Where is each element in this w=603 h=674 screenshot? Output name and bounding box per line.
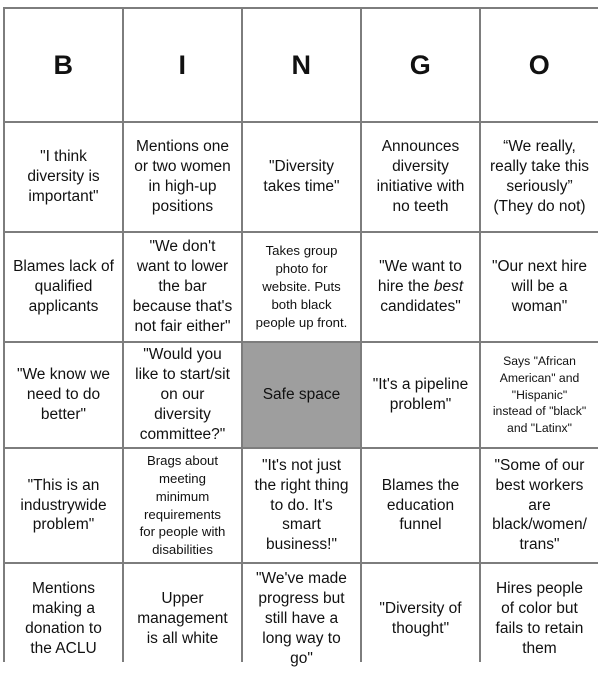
bingo-cell-r2-b[interactable] bbox=[5, 233, 122, 341]
bingo-cell-r1-g[interactable] bbox=[362, 123, 479, 231]
bingo-cell-text: "Some of our best workers are black/women/ trans" bbox=[492, 456, 587, 554]
bingo-cell-r1-o[interactable] bbox=[481, 123, 598, 231]
bingo-cell-text: "Diversity takes time" bbox=[263, 158, 340, 195]
bingo-cell-text: "Our next hire will be a woman" bbox=[491, 258, 588, 315]
bingo-cell-text: “We really, really take this seriously” (They do not) bbox=[489, 138, 590, 215]
bingo-cell-text: Blames the education funnel bbox=[381, 476, 460, 534]
bingo-cell-r1-b[interactable] bbox=[5, 123, 122, 231]
bingo-cell-text: Mentions making a donation to the ACLU bbox=[25, 580, 102, 657]
bingo-cell-text: Upper management is all white bbox=[137, 590, 228, 647]
bingo-cell-text: "Would you like to start/sit on our diversity committee?" bbox=[135, 346, 230, 443]
bingo-cell-text: Takes group photo for website. Puts both black people up front. bbox=[255, 243, 348, 330]
bingo-cell-r4-g[interactable] bbox=[362, 449, 479, 562]
bingo-cell-r2-o[interactable] bbox=[481, 233, 598, 341]
bingo-cell-r5-o[interactable] bbox=[481, 564, 598, 674]
bingo-cell-emphasis: best bbox=[433, 278, 464, 296]
bingo-board bbox=[3, 7, 598, 667]
header-o bbox=[481, 9, 598, 121]
bingo-cell-text: "We know we need to do better" bbox=[16, 366, 111, 423]
bingo-cell-text: Announces diversity initiative with no teeth bbox=[376, 138, 465, 215]
bingo-cell-r1-n[interactable] bbox=[243, 123, 360, 231]
header-n-letter: N bbox=[291, 49, 312, 80]
header-i bbox=[124, 9, 241, 121]
bingo-cell-text: Blames lack of qualified applicants bbox=[13, 258, 114, 315]
header-o-letter: O bbox=[528, 49, 551, 80]
bingo-cell-text: Hires people of color but fails to retain them bbox=[495, 580, 584, 657]
header-g bbox=[362, 9, 479, 121]
bingo-cell-r3-g[interactable] bbox=[362, 343, 479, 447]
header-i-letter: I bbox=[178, 49, 187, 80]
bingo-cell-text-start: "We want to hire the bbox=[377, 258, 462, 296]
header-b bbox=[5, 9, 122, 121]
bingo-cell-r2-g[interactable] bbox=[362, 233, 479, 341]
bingo-cell-r4-i[interactable] bbox=[124, 449, 241, 562]
free-space-cell[interactable] bbox=[243, 343, 360, 447]
header-b-letter: B bbox=[53, 49, 74, 80]
bingo-cell-r1-i[interactable] bbox=[124, 123, 241, 231]
header-g-letter: G bbox=[409, 49, 432, 80]
bingo-cell-r3-i[interactable] bbox=[124, 343, 241, 447]
bingo-cell-r5-n[interactable] bbox=[243, 564, 360, 674]
bingo-cell-r4-n[interactable] bbox=[243, 449, 360, 562]
bingo-cell-text: Says "African American" and "Hispanic" instead of "black" and "Latinx" bbox=[492, 353, 587, 436]
bingo-cell-r4-o[interactable] bbox=[481, 449, 598, 562]
bingo-cell-r2-n[interactable] bbox=[243, 233, 360, 341]
bingo-cell-text: "Diversity of thought" bbox=[379, 600, 462, 637]
free-space-label: Safe space bbox=[262, 386, 341, 404]
bingo-cell-r5-g[interactable] bbox=[362, 564, 479, 674]
bingo-cell-text: "I think diversity is important" bbox=[27, 148, 100, 205]
bingo-cell-text bbox=[378, 257, 463, 316]
bingo-cell-r2-i[interactable] bbox=[124, 233, 241, 341]
bingo-cell-r5-i[interactable] bbox=[124, 564, 241, 674]
bingo-cell-r3-o[interactable] bbox=[481, 343, 598, 447]
bingo-cell-r3-b[interactable] bbox=[5, 343, 122, 447]
bingo-cell-text-end: candidates" bbox=[380, 297, 461, 315]
bingo-cell-r5-b[interactable] bbox=[5, 564, 122, 674]
bingo-cell-text: "We don't want to lower the bar because that's not fair either" bbox=[132, 238, 233, 335]
bingo-cell-text: "This is an industrywide problem" bbox=[20, 476, 107, 534]
bingo-cell-r4-b[interactable] bbox=[5, 449, 122, 562]
bingo-cell-text: "It's a pipeline problem" bbox=[372, 376, 469, 413]
bingo-cell-text: "It's not just the right thing to do. It's smart business!" bbox=[254, 456, 349, 554]
header-n bbox=[243, 9, 360, 121]
bingo-cell-text: "We've made progress but still have a long way to go" bbox=[256, 570, 347, 667]
bingo-cell-text: Mentions one or two women in high-up positions bbox=[134, 138, 231, 215]
bingo-cell-text: Brags about meeting minimum requirements for people with disabilities bbox=[139, 452, 226, 558]
